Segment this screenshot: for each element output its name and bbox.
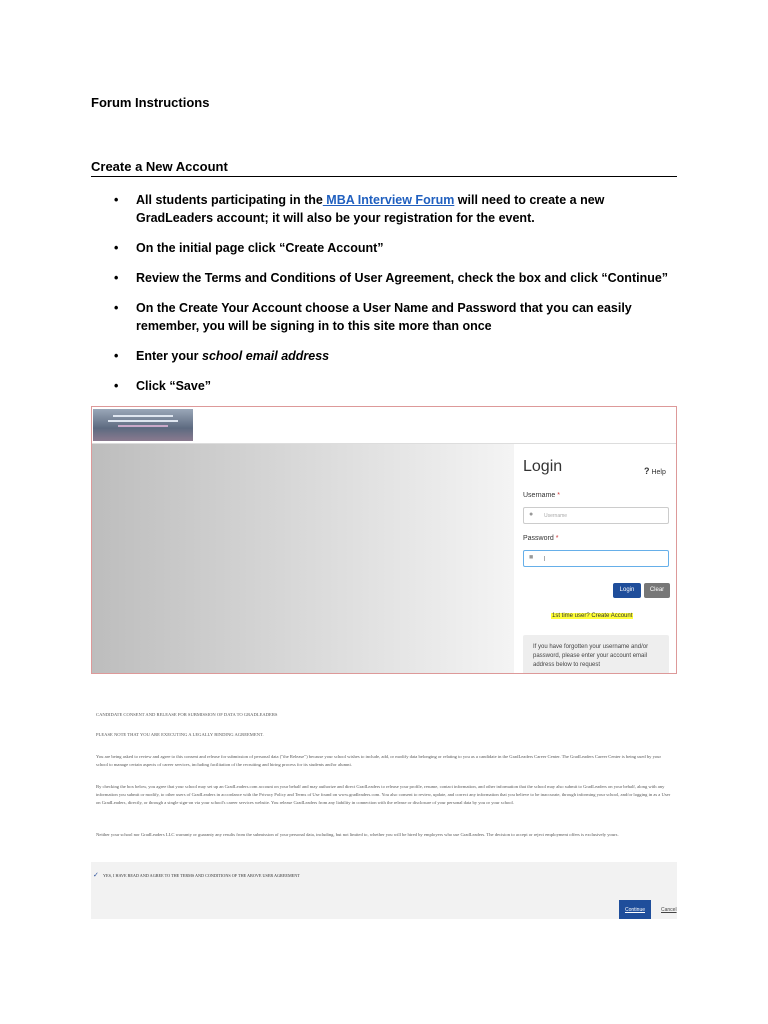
agreement-bar (91, 862, 677, 919)
bullet-text: Review the Terms and Conditions of User Agreement, check the box and click “Continue” (136, 271, 669, 285)
login-title: Login (523, 458, 563, 475)
agree-label: YES, I HAVE READ AND AGREE TO THE TERMS AND CONDITIONS OF THE ABOVE USER AGREEMENT (103, 873, 300, 878)
clear-button[interactable]: Clear (644, 583, 670, 598)
mba-forum-link[interactable]: MBA Interview Forum (322, 193, 455, 207)
section-heading: Create a New Account (91, 159, 677, 177)
list-item (112, 377, 672, 395)
list-item (112, 299, 672, 335)
bullet-text: On the Create Your Account choose a User Name and Password that you can easily remember, you will be signing in to this site more than once (136, 301, 632, 333)
help-icon: ? (644, 466, 650, 476)
create-account-link[interactable]: 1st time user? Create Account (552, 613, 633, 619)
bullet-text: Click “Save” (136, 379, 212, 393)
continue-button[interactable]: Continue (619, 900, 651, 919)
help-link[interactable] (644, 466, 666, 476)
username-label: Username * (523, 492, 560, 499)
list-item (112, 347, 672, 365)
list-item (112, 239, 672, 257)
bullet-text: will need to create a new GradLeaders account; it will also be your registration for the event. (136, 193, 605, 225)
login-screenshot (91, 406, 677, 674)
consent-heading: CANDIDATE CONSENT AND RELEASE FOR SUBMISSION OF DATA TO GRADLEADERS (96, 712, 278, 717)
login-panel (516, 452, 677, 674)
consent-screenshot (91, 707, 677, 919)
consent-paragraph: You are being asked to review and agree to this consent and release for submission of personal data ("the Release") because your school wishes to include, add, or modify data belonging or relating to you as a candidate in the GradLeaders Career Center. The GradLeaders Career Center is being used by your school to manage certain aspects of career services, including facilitation of the recruiting and hiring process for its students and/or alumni. (96, 754, 661, 767)
school-logo (93, 409, 193, 441)
password-input[interactable]: ■ | (523, 550, 669, 567)
agree-checkbox[interactable]: ✓ (93, 872, 99, 879)
bullet-text: On the initial page click “Create Account” (136, 241, 384, 255)
login-button[interactable]: Login (613, 583, 641, 598)
bullet-text: All students participating in the (136, 193, 323, 207)
consent-paragraph: Neither your school nor GradLeaders LLC warranty or guaranty any results from the submission of your personal data, including, but not limited to, whether you will be hired by employers who use GradLeaders. The decision to accept or reject employment offers is exclusively yours. (96, 832, 619, 837)
consent-paragraph: By checking the box below, you agree that your school may set up an GradLeaders.com account on your behalf and may authorize and direct GradLeaders to release your profile, resume, contact information, and other information that the school may also submit to GradLeaders on your behalf, along with any information you submit or modify, to other users of GradLeaders in accordance with the Privacy Policy and Terms of Use found on www.gradleaders.com. You also consent to review, update, and correct any information that you believe to be inaccurate, through informing your school, and/or logging in as a User on GradLeaders, directly, or through a single sign-on via your school's career services website. You release GradLeaders from any liability in connection with the release or disclosure of your personal data by you or your school. (96, 784, 671, 805)
bullet-emphasis: school email address (202, 349, 330, 363)
user-icon: ● (529, 511, 534, 518)
forgot-password-box: If you have forgotten your username and/or password, please enter your account email address below to request (523, 635, 669, 674)
cancel-link[interactable]: Cancel (661, 907, 677, 913)
bullet-text: Enter your (136, 349, 202, 363)
username-placeholder: Username (544, 513, 568, 519)
list-item (112, 269, 672, 287)
list-item (112, 191, 672, 227)
instruction-list (112, 191, 672, 407)
help-label: Help (651, 469, 666, 476)
site-header (92, 407, 676, 444)
hero-banner (92, 444, 514, 674)
lock-icon: ■ (529, 554, 534, 561)
consent-notice: PLEASE NOTE THAT YOU ARE EXECUTING A LEGALLY BINDING AGREEMENT. (96, 732, 264, 737)
username-input[interactable] (523, 507, 669, 524)
password-label: Password * (523, 535, 559, 542)
page-title: Forum Instructions (91, 95, 210, 110)
